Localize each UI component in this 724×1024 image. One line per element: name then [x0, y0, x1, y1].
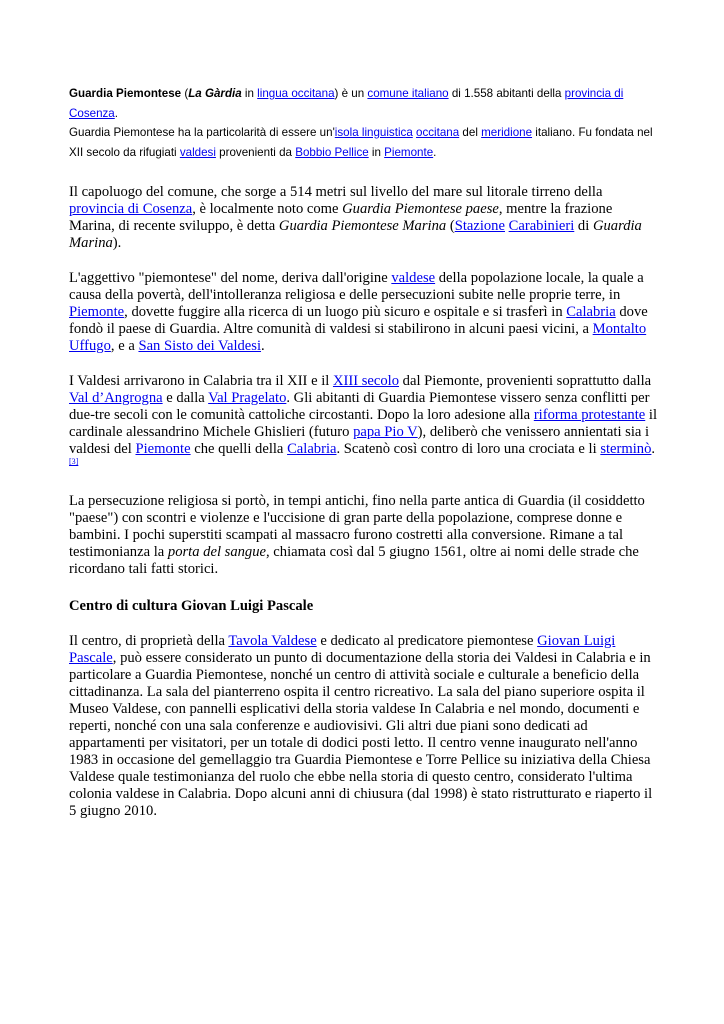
link-provincia-di-cosenza[interactable]: provincia di Cosenza	[69, 87, 624, 120]
link-comune-italiano[interactable]: comune italiano	[367, 87, 449, 100]
link-provincia-di-cosenza-2[interactable]: provincia di Cosenza	[69, 201, 193, 217]
link-occitana[interactable]: occitana	[416, 126, 460, 139]
article-subject: Guardia Piemontese	[69, 87, 182, 100]
link-lingua-occitana[interactable]: lingua occitana	[257, 87, 335, 100]
link-piemonte-2[interactable]: Piemonte	[69, 304, 125, 320]
link-val-pragelato[interactable]: Val Pragelato	[208, 390, 287, 406]
link-valdese[interactable]: valdese	[391, 270, 436, 286]
section-heading: Centro di cultura Giovan Luigi Pascale	[69, 598, 314, 614]
paragraph-capoluogo: Il capoluogo del comune, che sorge a 514 metri sul livello del mare sul litorale tirreno della provincia di Cosenza, è localmente noto come Guardia Piemontese paese, mentre la frazione Marina, di recente sviluppo, è detta Guardia Piemontese Marina (Stazione Carabinieri di Guardia Marina).	[69, 184, 642, 251]
paragraph-persecuzione: La persecuzione religiosa si portò, in tempi antichi, fino nella parte antica di Guardia (il cosiddetto "paese") con scontri e violenze e l'uccisione di gran parte della popolazione, comprese donne e bambini. I pochi superstiti scampati al massacro furono costretti alla conversione. Rimane a tal testimonianza la porta del sangue, chiamata così dal 5 giugno 1561, oltre ai nomi delle strade che ricordano tali fatti storici.	[69, 493, 645, 577]
footnote-ref-3[interactable]: [3]	[69, 457, 79, 467]
link-montalto-uffugo[interactable]: Montalto Uffugo	[69, 321, 647, 354]
link-calabria-2[interactable]: Calabria	[287, 441, 337, 457]
paragraph-centro: Il centro, di proprietà della Tavola Valdese e dedicato al predicatore piemontese Giovan Luigi Pascale, può essere considerato un punto di documentazione della storia dei Valdesi in Calabria e in particolare a Guardia Piemontese, nonché un centro di attività sociale e culturale a beneficio della cittadinanza. La sala del pianterreno ospita il centro ricreativo. La sala del piano superiore ospita il Museo Valdese, con pannelli esplicativi della storia valdese In Calabria e nel mondo, documenti e reperti, nonché con una sala conferenze e audiovisivi. Gli altri due piani sono dedicati ad appartamenti per visitatori, per un totale di dodici posti letto. Il centro venne inaugurato nell'anno 1983 in occasione del gemellaggio tra Guardia Piemontese e Torre Pellice su iniziativa della Chiesa Valdese quale testimonianza del ruolo che ebbe nella storia di questo centro, considerato l'ultima colonia valdese in Calabria. Dopo alcuni anni di chiusura (dal 1998) è stato ristrutturato e riaperto il 5 giugno 2010.	[69, 633, 653, 819]
paragraph-aggettivo: L'aggettivo "piemontese" del nome, deriva dall'origine valdese della popolazione locale, la quale a causa della povertà, dell'intolleranza religiosa e delle persecuzioni subite nelle proprie terre, in Piemonte, dovette fuggire alla ricerca di un luogo più sicuro e ospitale e si trasferì in Calabria dove fondò il paese di Guardia. Altre comunità di valdesi si stabilirono in alcuni paesi vicini, a Montalto Uffugo, e a San Sisto dei Valdesi.	[69, 270, 648, 354]
link-carabinieri[interactable]: Carabinieri	[508, 218, 575, 234]
document-page	[69, 84, 659, 820]
link-papa-pio-v[interactable]: papa Pio V	[353, 424, 418, 440]
link-calabria[interactable]: Calabria	[566, 304, 616, 320]
link-valdesi[interactable]: valdesi	[179, 145, 216, 159]
link-stermino[interactable]: sterminò	[600, 441, 652, 457]
link-piemonte-3[interactable]: Piemonte	[135, 441, 191, 457]
link-piemonte[interactable]: Piemonte	[384, 145, 434, 159]
link-stazione[interactable]: Stazione	[454, 218, 505, 234]
link-tavola-valdese[interactable]: Tavola Valdese	[228, 633, 317, 649]
link-san-sisto-dei-valdesi[interactable]: San Sisto dei Valdesi	[138, 338, 262, 354]
link-riforma-protestante[interactable]: riforma protestante	[533, 407, 646, 423]
paragraph-valdesi: I Valdesi arrivarono in Calabria tra il XII e il XIII secolo dal Piemonte, provenienti soprattutto dalla Val d’Angrogna e dalla Val Pragelato. Gli abitanti di Guardia Piemontese vissero senza conflitti per due-tre secoli con le comunità cattoliche circostanti. Dopo la loro adesione alla riforma protestante il cardinale alessandrino Michele Ghislieri (futuro papa Pio V), deliberò che venissero annientati sia i valdesi del Piemonte che quelli della Calabria. Scatenò così contro di loro una crociata e li sterminò.[3]	[69, 373, 658, 467]
link-xiii-secolo[interactable]: XIII secolo	[332, 373, 400, 389]
intro-paragraph: Guardia Piemontese (La Gàrdia in lingua occitana) è un comune italiano di 1.558 abitanti della provincia di Cosenza.	[69, 87, 624, 120]
link-bobbio-pellice[interactable]: Bobbio Pellice	[295, 145, 369, 159]
link-giovan-luigi-pascale[interactable]: Giovan Luigi Pascale	[69, 633, 616, 666]
link-val-dangrogna[interactable]: Val d’Angrogna	[69, 390, 163, 406]
occitan-name: La Gàrdia	[188, 87, 242, 100]
link-isola-linguistica[interactable]: isola linguistica	[334, 126, 413, 139]
link-meridione[interactable]: meridione	[481, 126, 533, 139]
intro-paragraph-2: Guardia Piemontese ha la particolarità di essere un'isola linguistica occitana del meridione italiano. Fu fondata nel XII secolo da rifugiati valdesi provenienti da Bobbio Pellice in Piemonte.	[69, 126, 653, 159]
